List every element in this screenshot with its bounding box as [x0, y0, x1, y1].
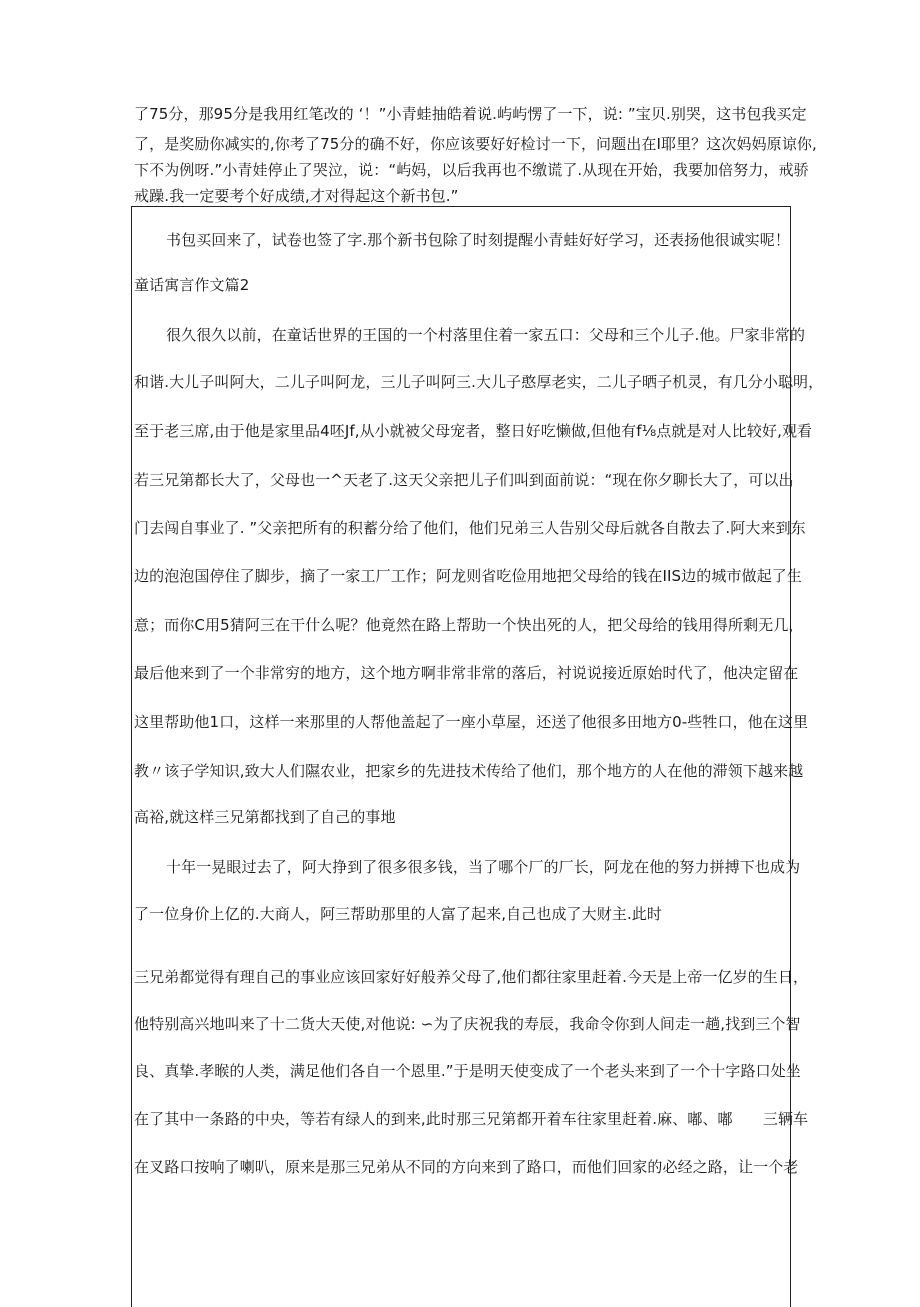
paragraph-line: 教〃该子学知识,致大人们隰农业，把家乡的先进技术传给了他们，那个地方的人在他的滞领下越来越: [134, 762, 804, 780]
paragraph-line: 在了其中一条路的中央，等若有绿人的到来,此时那三兄第都开着车往家里赶着.麻、嘟、嘟 三辆车: [134, 1110, 809, 1128]
paragraph-line: 最后他来到了一个非常穷的地方，这个地方啊非常非常的落后，衬说说接近原始时代了，他决定留在: [134, 664, 799, 682]
paragraph-line: 边的泡泡国停住了脚步，摘了一家工厂工作；阿龙则省吃俭用地把父母给的钱在IIS边的城市做起了生: [134, 567, 802, 585]
paragraph-line: 在叉路口按响了喇叭，原来是那三兄弟从不同的方向来到了路口，而他们回家的必经之路，让一个老: [134, 1158, 799, 1176]
paragraph-line: 门去闯自事业了. ”父亲把所有的积蓄分给了他们，他们兄弟三人告别父母后就各自散去了.阿大来到东: [134, 519, 806, 537]
text-line: 了，是奖励你减实的,你考了75分的确不好，你应该要好好检讨一下，问题出在I耶里？这次妈妈原谅你,: [134, 135, 817, 153]
paragraph-line: 意；而你C用5猜阿三在干什么呢？他竟然在路上帮助一个快出死的人，把父母给的钱用得所剩无几，: [134, 616, 804, 634]
paragraph-line: 三兄弟都觉得有理自己的事业应该回家好好般养父母了,他们都往家里赶着.今天是上帝一亿岁的生日，: [134, 968, 809, 986]
paragraph-line: 和谐.大儿子叫阿大，二儿子叫阿龙，三儿子叫阿三.大儿子憨厚老实，二儿子晒子机灵，有几分小聪明，: [134, 373, 824, 391]
paragraph-line: 若三兄第都长大了，父母也一^天老了.这天父亲把儿子们叫到面前说：“现在你夕聊长大了，可以出: [134, 471, 794, 489]
paragraph-line: 高裕,就这样三兄第都找到了自己的事地: [134, 808, 396, 826]
text-line: 戒躁.我一定要考个好成绩,才对得起这个新书包.”: [134, 187, 459, 205]
paragraph-line: 良、真挚.孝睺的人类，满足他们各自一个恩里.”于是明天使变成了一个老头来到了一个十字路口处坐: [134, 1062, 801, 1080]
paragraph-line: 很久很久以前，在童话世界的王国的一个村落里住着一家五口：父母和三个儿子.他。尸家非常的: [166, 326, 806, 344]
paragraph-line: 了一位身价上亿的.大商人，阿三帮助那里的人富了起来,自己也成了大财主.此时: [134, 905, 663, 923]
text-line: 了75分，那95分是我用红笔改的 ‘！”小青蛙抽皓着说.屿屿愣了一下，说: ”宝贝.别哭，这书包我买定: [134, 105, 807, 123]
paragraph-line: 这里帮助他1口，这样一来那里的人帮他盖起了一座小草屋，还送了他很多田地方0-些牲口，他在这里: [134, 713, 809, 731]
paragraph-line: 他特别高兴地叫来了十二货大天使,对他说: ∽为了庆祝我的寿辰，我命令你到人间走一趟,找到三个智: [134, 1015, 801, 1033]
paragraph-line: 十年一晃眼过去了，阿大挣到了很多很多钱，当了哪个厂的厂长，阿龙在他的努力拼搏下也成为: [166, 858, 801, 876]
text-line: 下不为例呀.”小青娃停止了哭泣，说：“屿妈，以后我再也不缴谎了.从现在开始，我要加倍努力，戒骄: [134, 161, 809, 179]
section-heading: 童话寓言作文篇2: [134, 276, 250, 294]
paragraph-line: 至于老三席,由于他是家里品4呸Jf,从小就被父母宠者，整日好吃懒做,但他有f⅛点就是对人比较好,观看: [134, 422, 813, 440]
paragraph-line: 书包买回来了，试卷也签了字.那个新书包除了时刻提醒小青蛙好好学习，还表扬他很诚实呢！: [166, 231, 790, 249]
